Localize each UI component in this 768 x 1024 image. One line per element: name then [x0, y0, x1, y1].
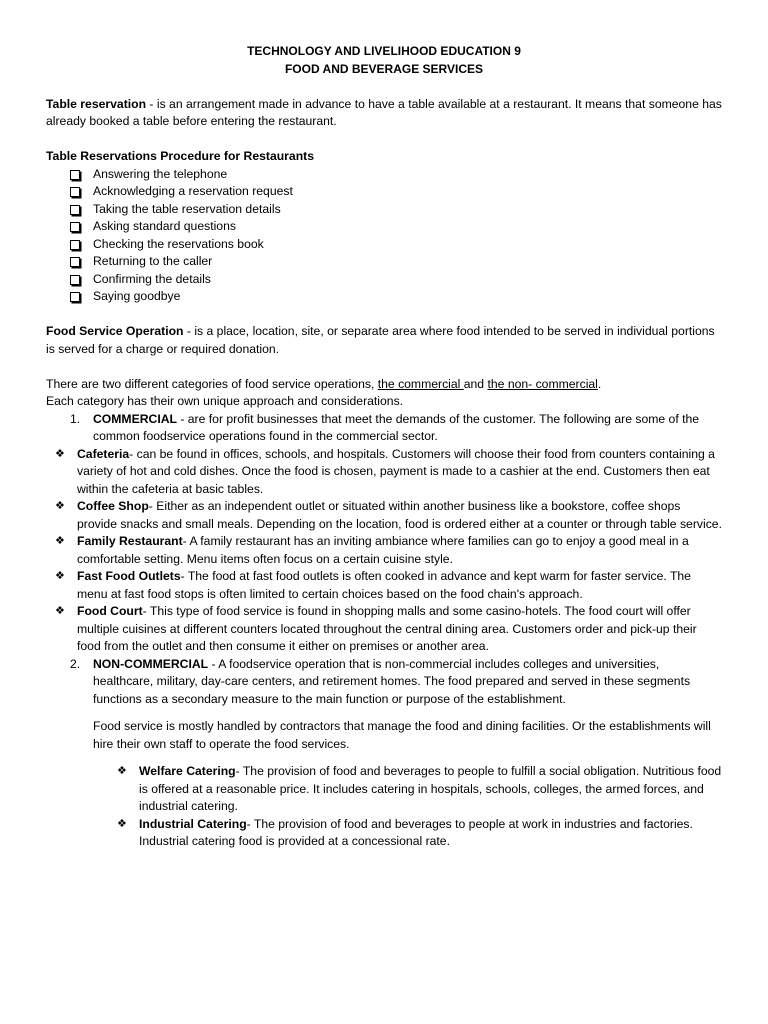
checkbox-bullet-icon	[70, 170, 80, 180]
procedure-item: Checking the reservations book	[70, 236, 722, 254]
commercial-type-item: ❖ Food Court- This type of food service is found in shopping malls and some casino-hotels. The food court will offer multiple cuisines at different counters located throughout the central dining area. Customers order and pick-up their food from the outlet and then consume it either on premises or another area.	[55, 604, 697, 653]
diamond-bullet-icon: ❖	[55, 447, 65, 460]
commercial-types-list	[46, 446, 722, 656]
checkbox-bullet-icon	[70, 275, 80, 285]
procedure-item: Asking standard questions	[70, 218, 722, 236]
diamond-bullet-icon: ❖	[55, 570, 65, 582]
noncommercial-types-list	[46, 763, 722, 851]
procedure-item: Returning to the caller	[70, 253, 722, 271]
list-number: 2.	[70, 656, 81, 671]
categories-list	[46, 411, 722, 446]
table-reservation-paragraph	[46, 96, 722, 131]
noncommercial-item: 2. NON-COMMERCIAL - A foodservice operation that is non-commercial includes colleges and universities, healthcare, military, day-care centers, and retirement homes. The food prepared and served in these segments functions as a secondary measure to the main function or purpose of the establishment.	[70, 656, 691, 706]
table-reservation-definition: - is an arrangement made in advance to have a table available at a restaurant. It means that someone has already booked a table before entering the restaurant.	[46, 96, 722, 128]
food-service-operation-term: Food Service Operation	[46, 324, 184, 338]
noncommercial-type-item: ❖ Industrial Catering- The provision of food and beverages to people at work in industries and factories. Industrial catering food is provided at a concessional rate.	[117, 816, 693, 848]
noncommercial-note: Food service is mostly handled by contractors that manage the food and dining facilities. Or the establishments will hire their own staff to operate the food services.	[93, 719, 711, 751]
commercial-term: COMMERCIAL	[93, 411, 177, 426]
commercial-item: 1. COMMERCIAL - are for profit businesses that meet the demands of the customer. The following are some of the common foodservice operations found in the commercial sector.	[70, 411, 700, 443]
checkbox-bullet-icon	[70, 257, 80, 267]
commercial-type-item: ❖ Coffee Shop- Either as an independent outlet or situated within another business like a bookstore, coffee shops provide snacks and small meals. Depending on the location, food is ordered either at a counter or through table service.	[55, 499, 722, 531]
food-service-operation-paragraph: Food Service Operation - is a place, location, site, or separate area where food intended to be served in individual portions is served for a charge or required donation.	[46, 324, 715, 356]
doc-title-line-2: FOOD AND BEVERAGE SERVICES	[284, 61, 484, 76]
diamond-bullet-icon: ❖	[55, 605, 65, 617]
noncommercial-type-item: ❖ Welfare Catering- The provision of food and beverages to people to fulfill a social obligation. Nutritious food is offered at a reasonable price. It includes catering in hospitals, schools, colleges, the armed forces, and industrial catering.	[117, 764, 722, 813]
categories-intro-line-2: Each category has their own unique approach and considerations.	[46, 394, 404, 408]
diamond-bullet-icon: ❖	[117, 817, 127, 830]
commercial-type-item: ❖ Cafeteria- can be found in offices, schools, and hospitals. Customers will choose their food from counters containing a variety of hot and cold dishes. Once the food is chosen, payment is made to a cashier at the end. Customers then eat within the cafeteria at basic tables.	[55, 446, 715, 496]
diamond-bullet-icon: ❖	[117, 765, 127, 777]
noncommercial-link-text: the non- commercial	[487, 376, 598, 391]
commercial-type-item: ❖ Fast Food Outlets- The food at fast food outlets is often cooked in advance and kept warm for faster service. The menu at fast food stops is often limited to certain choices based on the food chain's approach.	[55, 569, 691, 601]
checkbox-bullet-icon	[70, 240, 80, 250]
procedure-item: Answering the telephone	[70, 166, 722, 184]
noncommercial-term: NON-COMMERCIAL	[93, 656, 209, 671]
commercial-type-item: ❖ Family Restaurant- A family restaurant has an inviting ambiance where families can go to enjoy a good meal in a comfortable setting. Menu items often focus on a certain cuisine style.	[55, 534, 689, 566]
checkbox-bullet-icon	[70, 222, 80, 232]
procedure-heading: Table Reservations Procedure for Restaurants	[46, 149, 314, 163]
checkbox-bullet-icon	[70, 205, 80, 215]
table-reservation-term: Table reservation	[46, 96, 147, 111]
checkbox-bullet-icon	[70, 292, 80, 302]
procedure-item: Acknowledging a reservation request	[70, 183, 722, 201]
list-number: 1.	[70, 411, 81, 426]
procedure-list	[46, 166, 722, 306]
categories-list-2	[46, 656, 722, 709]
procedure-item: Saying goodbye	[70, 288, 722, 306]
diamond-bullet-icon: ❖	[55, 500, 65, 512]
diamond-bullet-icon: ❖	[55, 535, 65, 547]
procedure-item: Taking the table reservation details	[70, 201, 722, 219]
doc-title-line-1: TECHNOLOGY AND LIVELIHOOD EDUCATION 9	[247, 44, 521, 58]
categories-intro: There are two different categories of food service operations, the commercial and the non- commercial.	[46, 376, 602, 391]
procedure-item: Confirming the details	[70, 271, 722, 289]
checkbox-bullet-icon	[70, 187, 80, 197]
commercial-link-text: the commercial	[377, 376, 464, 391]
